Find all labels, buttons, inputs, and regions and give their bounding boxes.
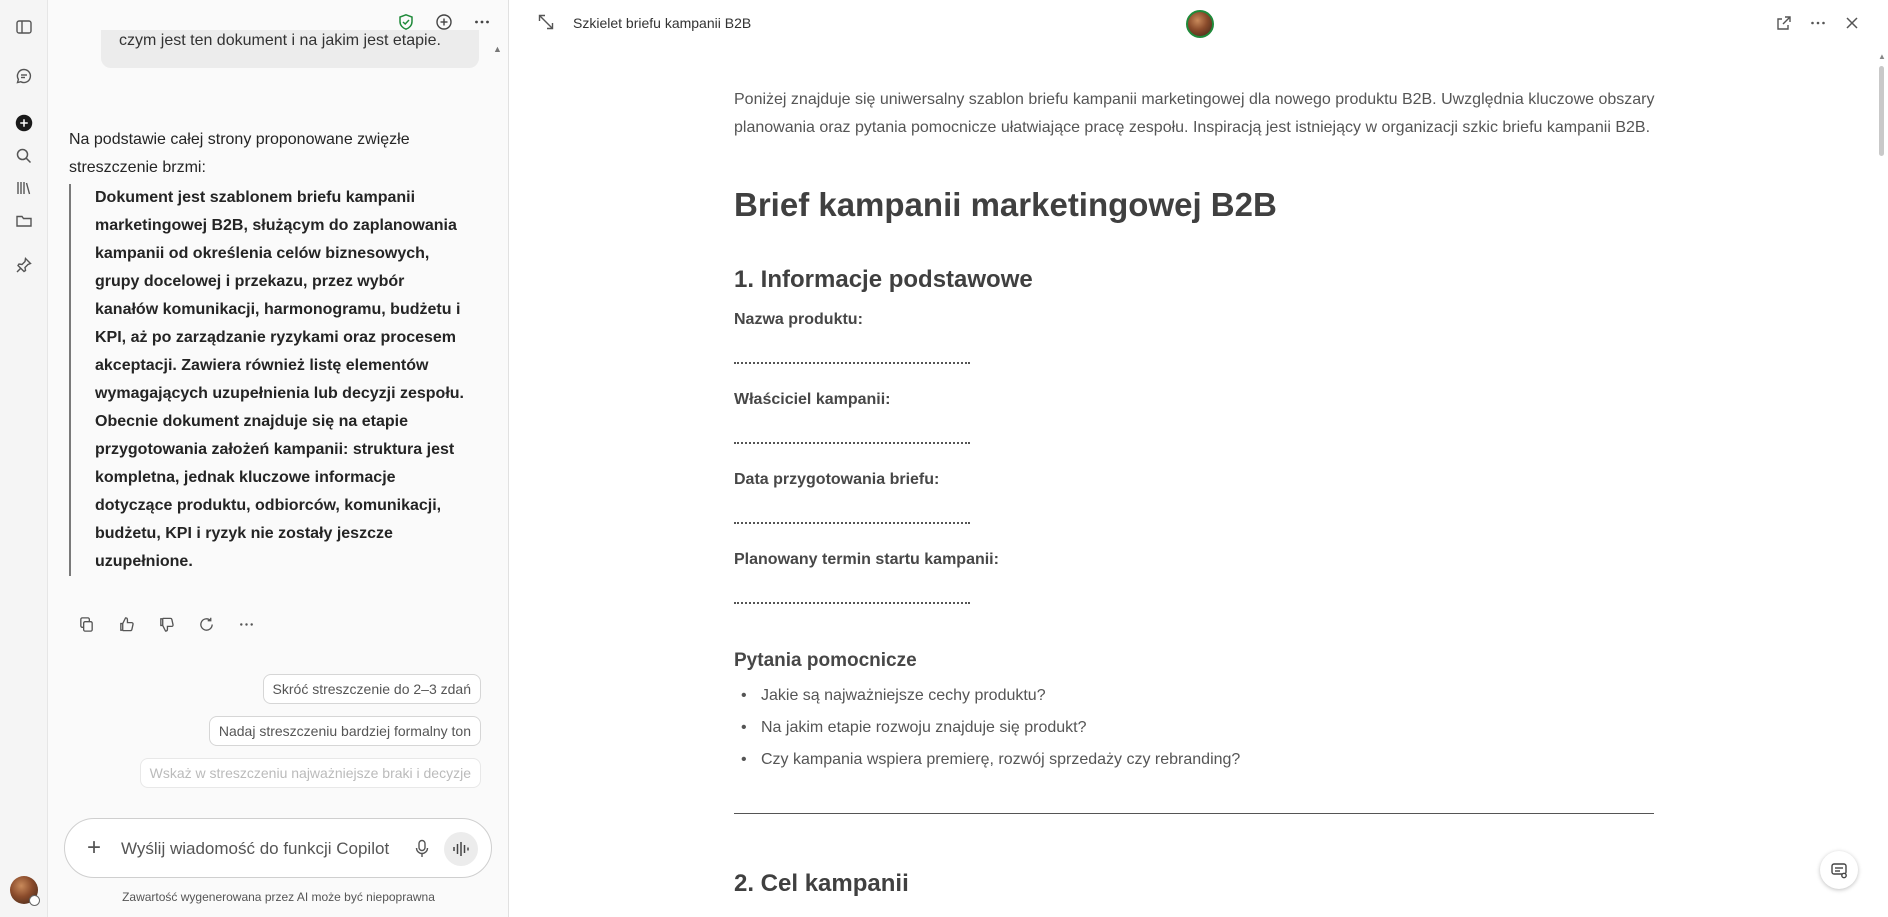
field-blank-line — [734, 522, 970, 524]
share-icon[interactable] — [1774, 13, 1794, 33]
suggestion-chip[interactable]: Nadaj streszczeniu bardziej formalny ton — [209, 716, 481, 746]
section-heading-basic-info: 1. Informacje podstawowe — [734, 266, 1033, 293]
collapse-diagonal-icon[interactable] — [537, 13, 557, 33]
user-avatar[interactable] — [10, 876, 38, 904]
add-circle-icon[interactable] — [434, 12, 454, 32]
user-message-bubble — [101, 30, 479, 68]
close-icon[interactable] — [1842, 13, 1862, 33]
field-label-brief-date: Data przygotowania briefu: — [734, 471, 940, 488]
document-intro: Poniżej znajduje się uniwersalny szablon briefu kampanii marketingowej dla nowego produktu B2B. Uwzględnia kluczowe obszary planowania oraz pytania pomocnicze ułatwiające pracę zespołu. Inspiracją jest istniejący w organizacji szkic briefu kampanii B2B. — [734, 91, 1655, 136]
more-options-icon[interactable] — [472, 12, 492, 32]
section-divider — [734, 813, 1654, 814]
ai-disclaimer: Zawartość wygenerowana przez AI może być niepoprawna — [122, 890, 435, 904]
list-item: • Czy kampania wspiera premierę, rozwój sprzedaży czy rebranding? — [734, 744, 1240, 776]
message-composer — [64, 818, 492, 878]
field-blank-line — [734, 602, 970, 604]
document-pane — [509, 0, 1888, 917]
thumbs-up-icon[interactable] — [114, 612, 138, 636]
regenerate-icon[interactable] — [194, 612, 218, 636]
thumbs-down-icon[interactable] — [154, 612, 178, 636]
folder-icon[interactable] — [12, 209, 36, 233]
shield-check-icon[interactable] — [396, 12, 416, 32]
section-heading-campaign-goal: 2. Cel kampanii — [734, 870, 909, 897]
library-icon[interactable] — [12, 176, 36, 200]
pin-icon[interactable] — [12, 253, 36, 277]
scroll-up-arrow-icon[interactable]: ▲ — [493, 44, 502, 54]
answer-actions — [74, 612, 258, 636]
field-label-campaign-owner: Właściciel kampanii: — [734, 391, 891, 408]
helper-questions-heading: Pytania pomocnicze — [734, 650, 917, 671]
document-content — [734, 86, 1664, 897]
document-header — [509, 0, 1888, 46]
scrollbar-thumb[interactable] — [1879, 66, 1884, 156]
field-label-product-name: Nazwa produktu: — [734, 311, 863, 328]
answer-summary-quote: Dokument jest szablonem briefu kampanii marketingowej B2B, służącym do zaplanowania kampanii od określenia celów biznesowych, grupy docelowej i przekazu, przez wybór kanałów komunikacji, harmonogramu, budżetu i KPI, aż po zarządzanie ryzykami oraz procesem akceptacji. Zawiera również listę elementów wymagających uzupełnienia lub decyzji zespołu. Obecnie dokument znajduje się na etapie przygotowania założeń kampanii: struktura jest kompletna, jednak kluczowe informacje dotyczące produktu, odbiorców, komunikacji, budżetu, KPI i ryzyk nie zostały jeszcze uzupełnione. — [69, 184, 469, 576]
new-chat-icon[interactable] — [12, 111, 36, 135]
more-actions-icon[interactable] — [234, 612, 258, 636]
floating-chat-action-icon[interactable] — [1820, 851, 1858, 889]
list-item: • Jakie są najważniejsze cechy produktu? — [734, 680, 1240, 712]
answer-intro: Na podstawie całej strony proponowane zwięzłe streszczenie brzmi: — [69, 131, 410, 176]
more-options-icon[interactable] — [1808, 13, 1828, 33]
copilot-panel — [48, 0, 509, 917]
helper-questions-list — [734, 680, 1240, 776]
microphone-icon[interactable] — [411, 837, 433, 861]
sidebar-toggle-icon[interactable] — [12, 15, 36, 39]
attach-plus-icon[interactable]: + — [87, 834, 102, 861]
chat-toolbar — [396, 12, 492, 32]
user-message-text: czym jest ten dokument i na jakim jest etapie. — [119, 32, 441, 49]
presence-status-icon — [29, 895, 40, 906]
collaborator-avatar[interactable] — [1186, 10, 1214, 38]
left-rail — [0, 0, 48, 917]
copy-icon[interactable] — [74, 612, 98, 636]
document-scrollbar[interactable] — [1876, 46, 1888, 917]
document-title: Szkielet briefu kampanii B2B — [573, 15, 752, 31]
field-blank-line — [734, 362, 970, 364]
suggestion-chip[interactable]: Wskaż w streszczeniu najważniejsze braki i decyzje — [140, 758, 481, 788]
voice-mode-icon[interactable] — [444, 832, 478, 866]
field-label-start-date: Planowany termin startu kampanii: — [734, 551, 999, 568]
message-input[interactable] — [121, 835, 391, 863]
document-actions — [1774, 13, 1862, 33]
field-blank-line — [734, 442, 970, 444]
document-heading: Brief kampanii marketingowej B2B — [734, 186, 1277, 223]
suggestion-chip[interactable]: Skróć streszczenie do 2–3 zdań — [263, 674, 481, 704]
list-item: • Na jakim etapie rozwoju znajduje się produkt? — [734, 712, 1240, 744]
search-icon[interactable] — [12, 144, 36, 168]
chat-icon[interactable] — [12, 64, 36, 88]
scroll-up-arrow-icon[interactable]: ▲ — [1878, 52, 1886, 61]
